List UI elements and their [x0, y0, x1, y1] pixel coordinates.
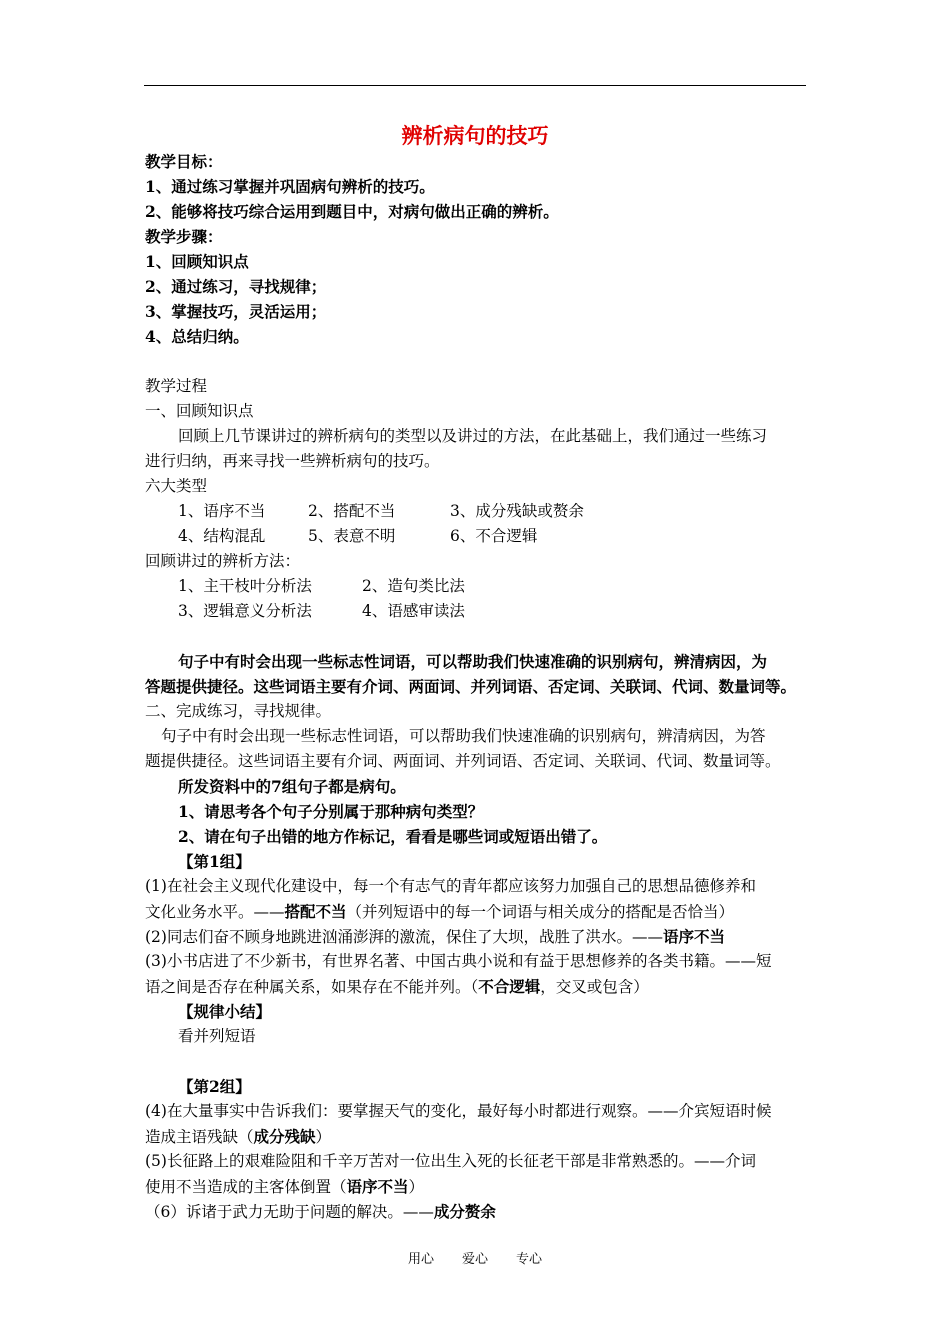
section2-paragraph-line: 题提供捷径。这些词语主要有介词、两面词、并列词语、否定词、关联词、代词、数量词等。 — [145, 752, 781, 770]
g2-sentence-line: 使用不当造成的主客体倒置（语序不当） — [145, 1177, 425, 1196]
g2-sentence-line: 造成主语残缺（成分残缺） — [145, 1127, 332, 1146]
bold-paragraph-line: 答题提供捷径。这些词语主要有介词、两面词、并列词语、否定词、关联词、代词、数量词等。 — [145, 677, 797, 696]
type-item: 5、表意不明 — [308, 527, 396, 545]
footer-word: 用心 — [407, 1252, 434, 1267]
answer-label: 语序不当 — [346, 1177, 409, 1196]
type-item: 4、结构混乱 — [178, 527, 266, 545]
header-rule — [144, 85, 806, 86]
goal-item: 1、通过练习掌握并巩固病句辨析的技巧。 — [145, 177, 435, 196]
task-item: 1、请思考各个句子分别属于那种病句类型？ — [178, 802, 484, 821]
step-item: 1、回顾知识点 — [145, 252, 249, 271]
page-footer — [0, 1248, 950, 1267]
process-heading: 教学过程 — [145, 377, 208, 395]
footer-word: 爱心 — [461, 1252, 488, 1267]
answer-label: 成分残缺 — [253, 1127, 316, 1146]
six-types-row — [178, 524, 537, 549]
g1-sentence-line: (1)在社会主义现代化建设中，每一个有志气的青年都应该努力加强自己的思想品德修养和 — [145, 877, 756, 895]
method-item: 4、语感审读法 — [362, 602, 465, 620]
answer-label: 搭配不当 — [284, 902, 347, 921]
g1-sentence-line: 文化业务水平。——搭配不当（并列短语中的每一个词语与相关成分的搭配是否恰当） — [145, 902, 735, 921]
bold-paragraph-line: 句子中有时会出现一些标志性词语，可以帮助我们快速准确的识别病句，辨清病因，为 — [178, 652, 768, 671]
section2-heading: 二、完成练习，寻找规律。 — [145, 702, 332, 720]
summary-heading: 【规律小结】 — [178, 1002, 272, 1021]
section1-paragraph-line: 回顾上几节课讲过的辨析病句的类型以及讲过的方法，在此基础上，我们通过一些练习 — [178, 427, 768, 445]
six-types-heading: 六大类型 — [145, 477, 208, 495]
group1-heading: 【第1组】 — [178, 852, 251, 871]
method-item: 1、主干枝叶分析法 — [178, 577, 312, 595]
six-types-row — [178, 499, 584, 524]
methods-row — [178, 599, 465, 624]
answer-label: 不合逻辑 — [478, 977, 541, 996]
step-item: 3、掌握技巧，灵活运用； — [145, 302, 327, 321]
method-item: 3、逻辑意义分析法 — [178, 602, 312, 620]
goal-item: 2、能够将技巧综合运用到题目中，对病句做出正确的辨析。 — [145, 202, 559, 221]
steps-heading: 教学步骤： — [145, 227, 223, 246]
g2-sentence-line: （6）诉诸于武力无助于问题的解决。——成分赘余 — [145, 1202, 496, 1221]
footer-word: 专心 — [516, 1252, 543, 1267]
step-item: 4、总结归纳。 — [145, 327, 249, 346]
summary-text: 看并列短语 — [178, 1027, 256, 1045]
section1-paragraph-line: 进行归纳，再来寻找一些辨析病句的技巧。 — [145, 452, 440, 470]
type-item: 2、搭配不当 — [308, 502, 396, 520]
task-item: 2、请在句子出错的地方作标记，看看是哪些词或短语出错了。 — [178, 827, 608, 846]
g1-sentence-line: 语之间是否存在种属关系，如果存在不能并列。（不合逻辑，交叉或包含） — [145, 977, 649, 996]
type-item: 6、不合逻辑 — [450, 527, 538, 545]
g2-sentence-line: (5)长征路上的艰难险阻和千辛万苦对一位出生入死的长征老干部是非常熟悉的。——介词 — [145, 1152, 756, 1170]
g1-sentence-line: (3)小书店进了不少新书，有世界名著、中国古典小说和有益于思想修养的各类书籍。——短 — [145, 952, 772, 970]
methods-heading: 回顾讲过的辨析方法： — [145, 552, 301, 570]
answer-label: 成分赘余 — [433, 1202, 496, 1221]
g1-sentence-line: (2)同志们奋不顾身地跳进汹涌澎湃的激流，保住了大坝，战胜了洪水。——语序不当 — [145, 927, 725, 946]
section1-heading: 一、回顾知识点 — [145, 402, 254, 420]
goals-heading: 教学目标： — [145, 152, 223, 171]
type-item: 1、语序不当 — [178, 502, 266, 520]
methods-row — [178, 574, 465, 599]
step-item: 2、通过练习，寻找规律； — [145, 277, 327, 296]
group2-heading: 【第2组】 — [178, 1077, 251, 1096]
section2-paragraph-line: 句子中有时会出现一些标志性词语，可以帮助我们快速准确的识别病句，辨清病因，为答 — [161, 727, 766, 745]
method-item: 2、造句类比法 — [362, 577, 465, 595]
page-title: 辨析病句的技巧 — [401, 123, 549, 148]
g2-sentence-line: (4)在大量事实中告诉我们：要掌握天气的变化，最好每小时都进行观察。——介宾短语时候 — [145, 1102, 772, 1120]
answer-label: 语序不当 — [662, 927, 725, 946]
materials-note: 所发资料中的7组句子都是病句。 — [178, 777, 406, 796]
type-item: 3、成分残缺或赘余 — [450, 502, 584, 520]
